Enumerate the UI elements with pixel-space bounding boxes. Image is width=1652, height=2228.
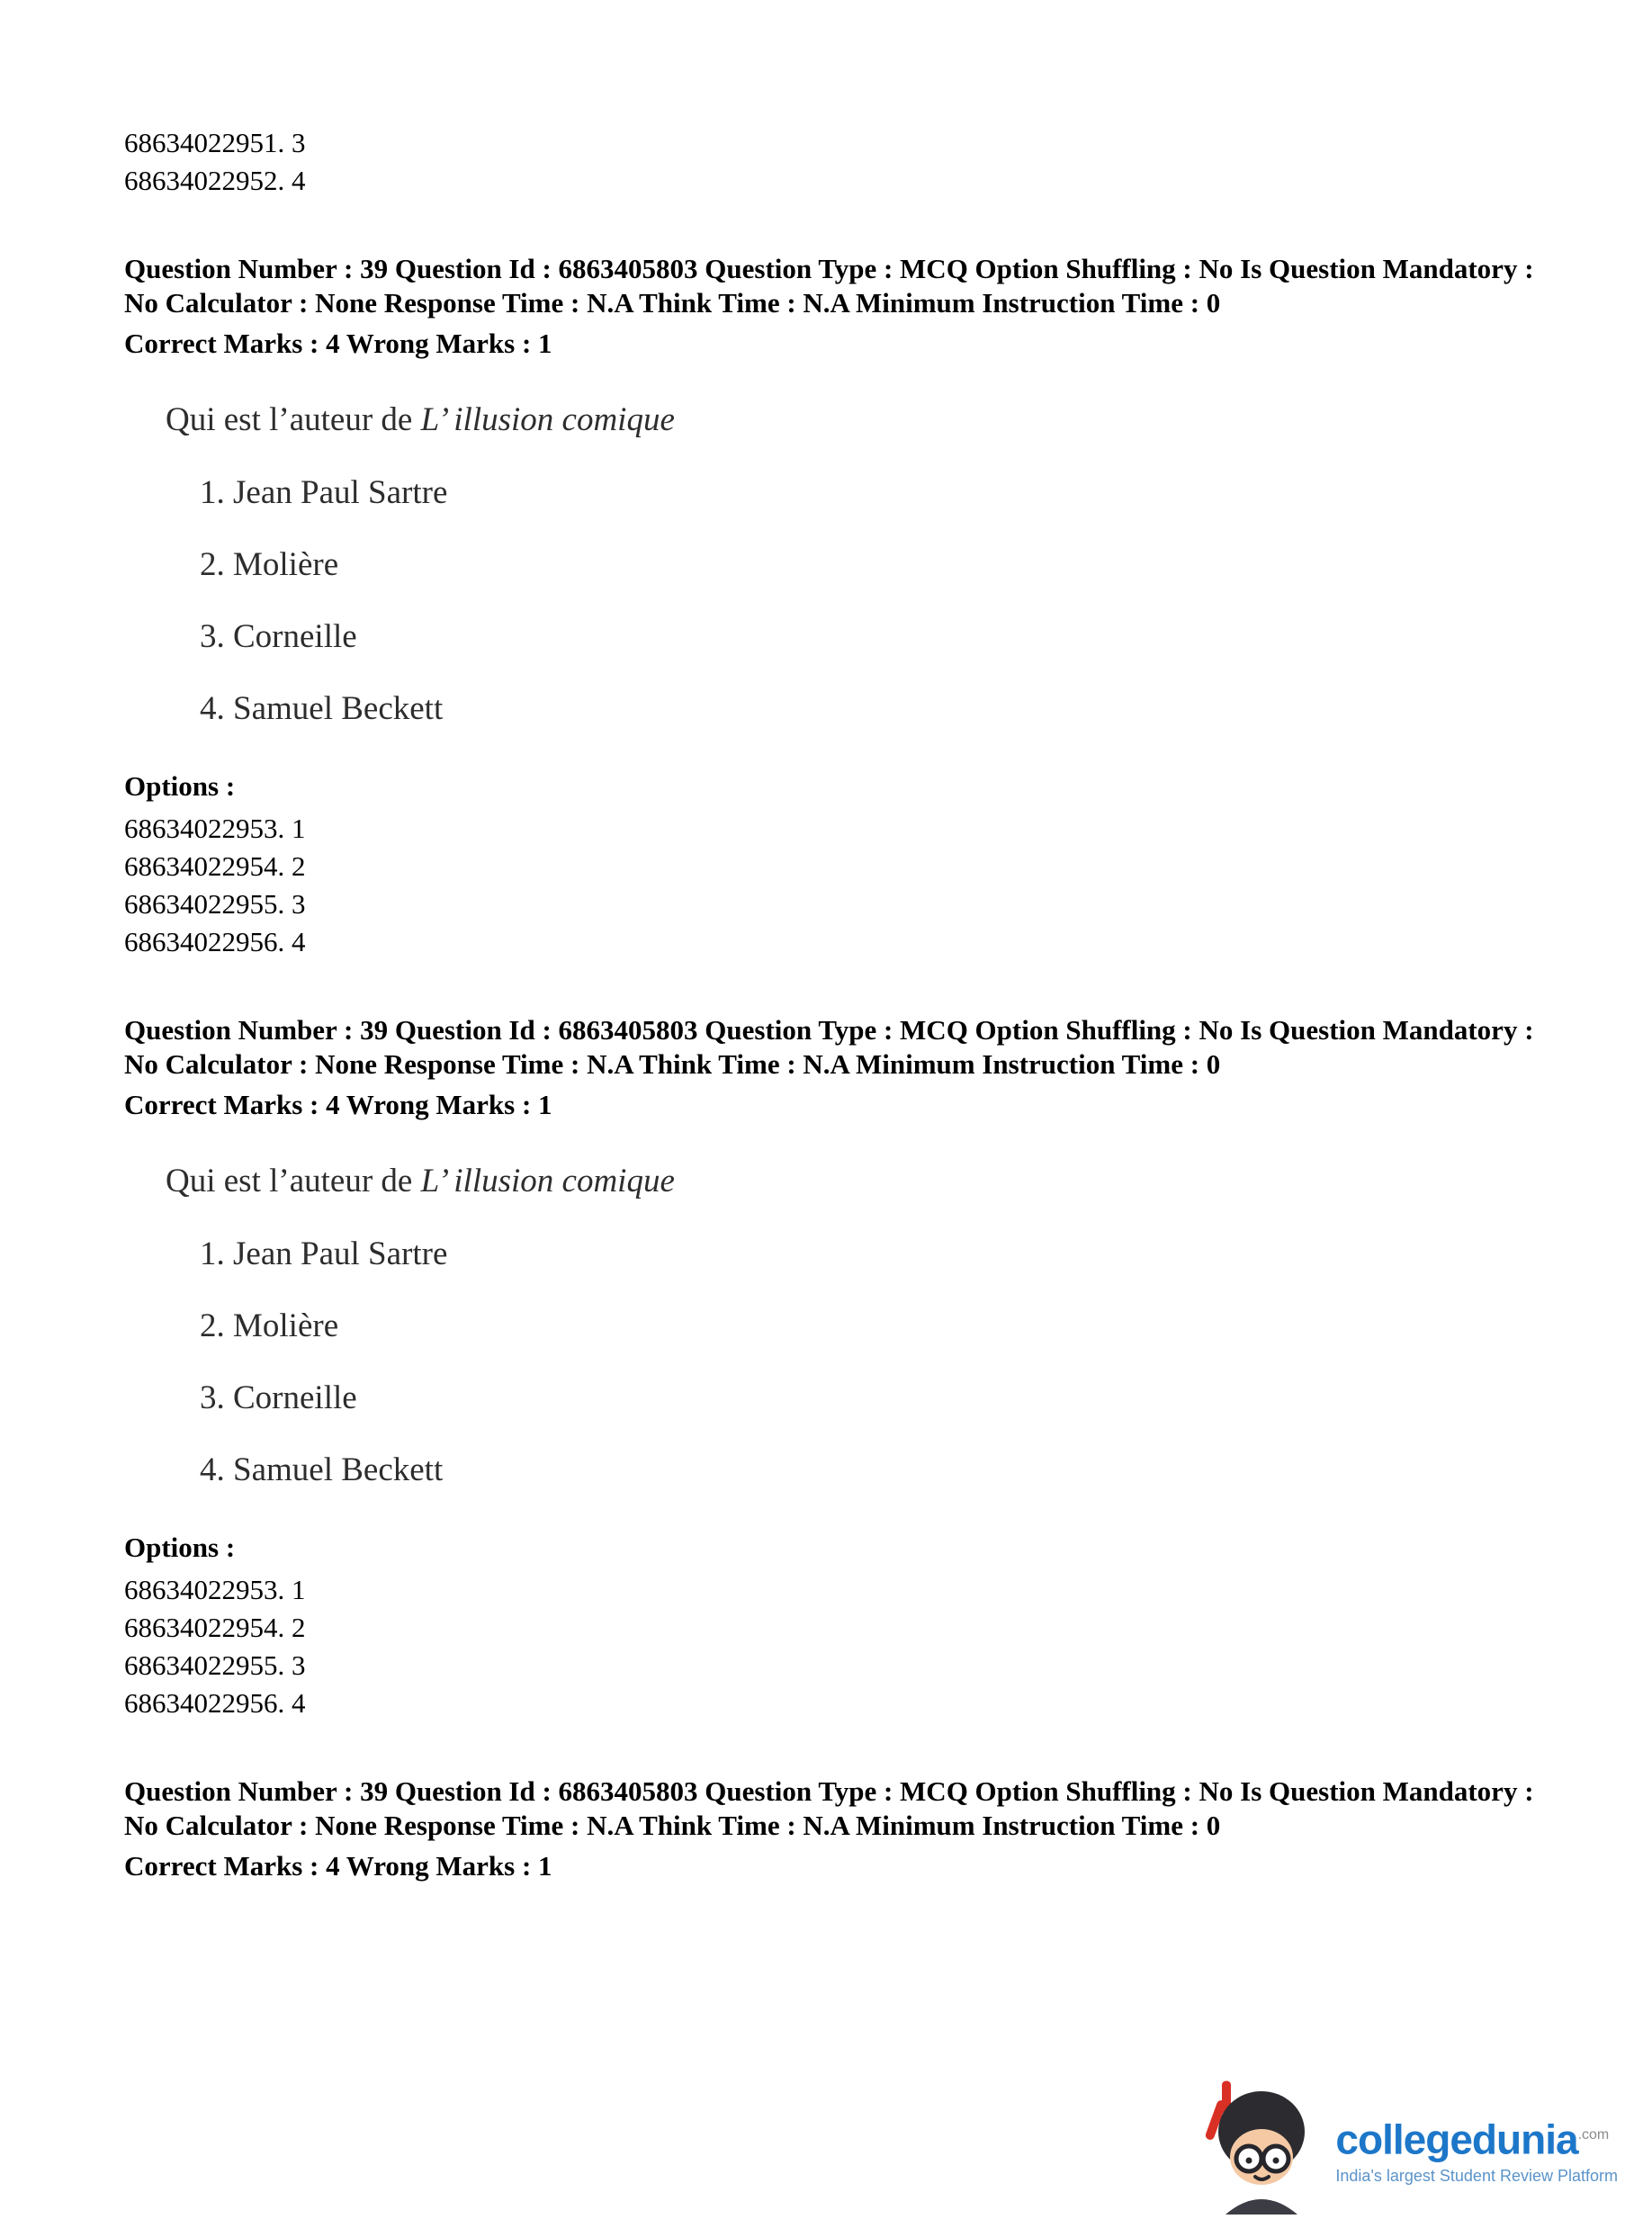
choice-3: 3. Corneille — [200, 618, 357, 655]
choice-1: 1. Jean Paul Sartre — [200, 474, 448, 511]
question-meta — [124, 1013, 1582, 1082]
choice-2: 2. Molière — [200, 1307, 339, 1344]
question-meta-line2: No Calculator : None Response Time : N.A Think Time : N.A Minimum Instruction Time : 0 — [124, 287, 1221, 319]
option-id: 68634022956. 4 — [124, 926, 306, 957]
page-content — [124, 124, 1582, 1883]
question-text — [166, 1162, 1582, 1200]
question-meta — [124, 1774, 1582, 1843]
choice-3: 3. Corneille — [200, 1379, 357, 1416]
option-id: 68634022953. 1 — [124, 1574, 306, 1605]
options-label: Options : — [124, 1532, 236, 1563]
option-ids — [124, 1571, 1582, 1722]
choices-list — [200, 1236, 1582, 1488]
previous-question-option-ids — [124, 124, 1582, 200]
choice-1: 1. Jean Paul Sartre — [200, 1235, 448, 1272]
question-block-3 — [124, 1774, 1582, 1883]
option-id: 68634022955. 3 — [124, 1649, 306, 1681]
marks-line: Correct Marks : 4 Wrong Marks : 1 — [124, 328, 552, 359]
question-text-title: L’ illusion comique — [420, 1163, 675, 1199]
question-text-prefix: Qui est l’auteur de — [166, 1163, 421, 1199]
option-id: 68634022953. 1 — [124, 813, 306, 844]
question-meta — [124, 252, 1582, 320]
option-id: 68634022954. 2 — [124, 850, 306, 882]
brand-name — [1335, 2113, 1618, 2161]
brand-tagline: India's largest Student Review Platform — [1335, 2167, 1618, 2186]
option-ids — [124, 810, 1582, 961]
question-meta-line1: Question Number : 39 Question Id : 6863405803 Question Type : MCQ Option Shuffling : No Is Question Mandatory : — [124, 253, 1534, 284]
choice-4: 4. Samuel Beckett — [200, 690, 444, 727]
collegedunia-mascot-icon — [1195, 2080, 1321, 2219]
option-id: 68634022955. 3 — [124, 888, 306, 920]
marks-line: Correct Marks : 4 Wrong Marks : 1 — [124, 1089, 552, 1120]
option-id: 68634022952. 4 — [124, 165, 306, 196]
collegedunia-logo-text — [1335, 2113, 1618, 2186]
marks-line: Correct Marks : 4 Wrong Marks : 1 — [124, 1850, 552, 1882]
question-block-2 — [124, 1013, 1582, 1722]
brand-suffix: .com — [1577, 2126, 1610, 2143]
question-text — [166, 400, 1582, 439]
choice-2: 2. Molière — [200, 546, 339, 583]
choices-list — [200, 475, 1582, 727]
question-text-prefix: Qui est l’auteur de — [166, 401, 421, 438]
question-meta-line1: Question Number : 39 Question Id : 6863405803 Question Type : MCQ Option Shuffling : No Is Question Mandatory : — [124, 1775, 1534, 1807]
option-id: 68634022951. 3 — [124, 127, 306, 158]
question-meta-line2: No Calculator : None Response Time : N.A Think Time : N.A Minimum Instruction Time : 0 — [124, 1048, 1221, 1080]
brand-word: collegedunia — [1335, 2116, 1578, 2163]
choice-4: 4. Samuel Beckett — [200, 1451, 444, 1488]
option-id: 68634022956. 4 — [124, 1687, 306, 1719]
question-meta-line2: No Calculator : None Response Time : N.A Think Time : N.A Minimum Instruction Time : 0 — [124, 1810, 1221, 1841]
option-id: 68634022954. 2 — [124, 1612, 306, 1643]
question-meta-line1: Question Number : 39 Question Id : 6863405803 Question Type : MCQ Option Shuffling : No Is Question Mandatory : — [124, 1014, 1534, 1046]
collegedunia-logo — [1195, 2080, 1618, 2219]
question-text-title: L’ illusion comique — [420, 401, 675, 438]
options-label: Options : — [124, 770, 236, 802]
question-block-1 — [124, 252, 1582, 961]
